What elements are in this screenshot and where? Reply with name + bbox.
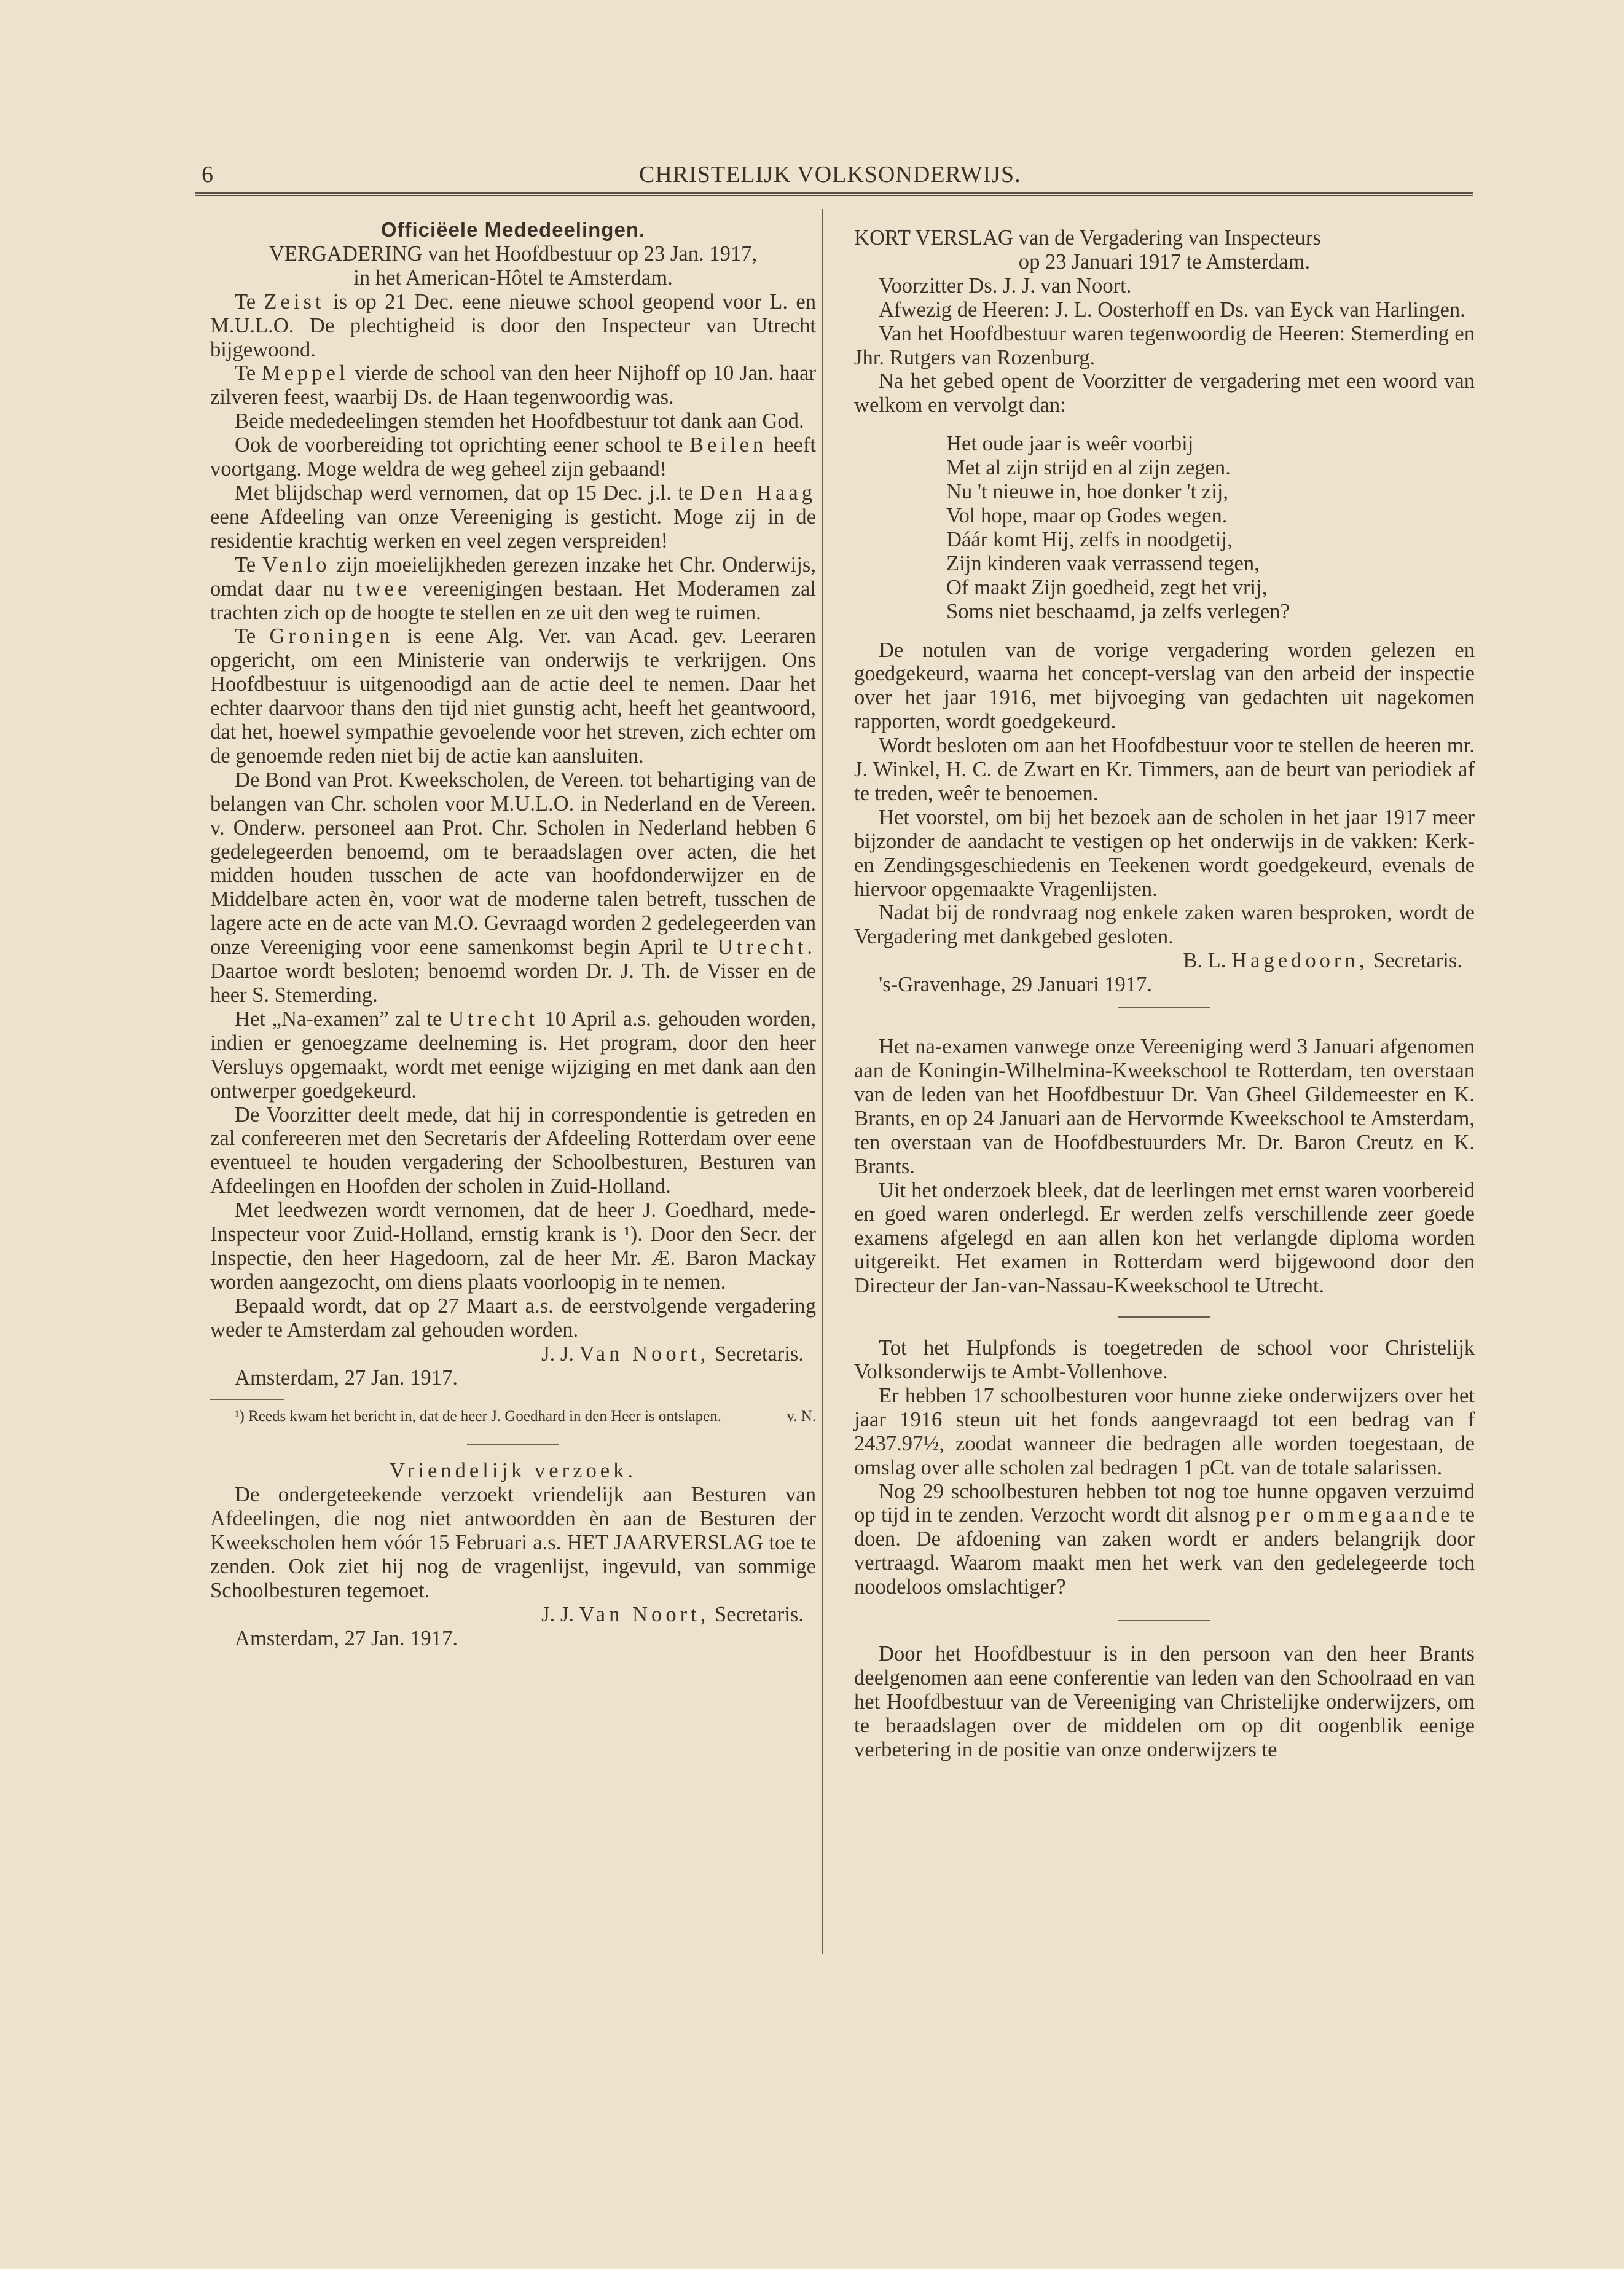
paragraph-gebed: Na het gebed opent de Voorzitter de vergadering met een woord van welkom en vervolgt dan: (854, 369, 1475, 417)
place-groningen: Groningen (269, 624, 394, 648)
signature-hagedoorn: B. L. Hagedoorn, Secretaris. (1183, 949, 1462, 973)
paragraph-na-examen-r: Het na-examen vanwege onze Vereeniging werd 3 Januari afgenomen aan de Koningin-Wilhelmina-Kweekschool te Rotterdam, ten overstaan van de leden van het Hoofdbestuur Dr. Van Gheel Gildemeester en K. Brants, en op 24 Januari aan de Hervormde Kweekschool te Amsterdam, ten overstaan van de Hoofdbestuurders Mr. Dr. Baron Creutz en K. Brants. (854, 1035, 1475, 1178)
signature-secretaris: J. J. Van Noort, Secretaris. (541, 1342, 804, 1366)
paragraph-meppel: Te Meppel vierde de school van den heer Nijhoff op 10 Jan. haar zilveren feest, waarbij Ds. de Haan tegenwoordig was. (210, 361, 816, 409)
paragraph-venlo: Te Venlo zijn moeielijkheden gerezen inzake het Chr. Onderwijs, omdat daar nu twee vereenigingen bestaan. Het Moderamen zal trachten zich op de hoogte te stellen en ze uit den weg te ruimen. (210, 553, 816, 624)
meeting-heading-2: in het American-Hôtel te Amsterdam. (353, 265, 673, 289)
section-title: Officiëele Mededeelingen. (380, 218, 646, 241)
poem-line: Het oude jaar is weêr voorbij (946, 432, 1194, 456)
paragraph-hulpfonds: Tot het Hulpfonds is toegetreden de school voor Christelijk Volksonderwijs te Ambt-Vollenhove. (854, 1336, 1475, 1383)
paragraph-den-haag: Met blijdschap werd vernomen, dat op 15 Dec. j.l. te Den Haag eene Afdeeling van onze Vereeniging is gesticht. Moge zij in de residentie krachtig werken en veel zegen verspreiden! (210, 481, 816, 553)
page-number: 6 (202, 162, 213, 187)
paragraph-voorstel: Het voorstel, om bij het bezoek aan de scholen in het jaar 1917 meer bijzonder de aandacht te vestigen op het onderwijs in de vakken: Kerk- en Zendingsgeschiedenis en Teekenen wordt goedgekeurd, evenals de hiervoor opgemaakte Vragenlijsten. (854, 805, 1475, 901)
paragraph-besloten: Wordt besloten om aan het Hoofdbestuur voor te stellen de heeren mr. J. Winkel, H. C. de Zwart en Kr. Timmers, aan de beurt van periodiek af te treden, weêr te benoemen. (854, 734, 1475, 805)
place-date-2: Amsterdam, 27 Jan. 1917. (235, 1626, 458, 1650)
paragraph-na-examen: Het „Na-examen” zal te Utrecht 10 April a.s. gehouden worden, indien er genoegzame deelneming is. Het program, door den heer Versluys opgemaakt, wordt met eenige wijziging en met dank aan den ontwerper goedgekeurd. (210, 1007, 816, 1103)
paragraph-brants: Door het Hoofdbestuur is in den persoon van den heer Brants deelgenomen aan eene conferentie van leden van den Schoolraad en van het Hoofdbestuur van de Vereeniging van Christelijke onderwijzers, om te beraadslagen over de middelen om op dit oogenblik eenige verbetering in de positie van onze onderwijzers te (854, 1642, 1475, 1761)
paragraph-groningen: Te Groningen is eene Alg. Ver. van Acad. gev. Leeraren opgericht, om een Ministerie van onderwijs te verkrijgen. Ons Hoofdbestuur is uitgenoodigd aan de actie deel te nemen. Daar het echter daarvoor thans den tijd niet gunstig acht, heeft het geantwoord, dat het, hoewel sympathie gevoelende voor het streven, zich echter om de genoemde reden niet bij de actie kan aansluiten. (210, 624, 816, 768)
column-divider (822, 209, 823, 1954)
poem-line: Nu 't nieuwe in, hoe donker 't zij, (946, 480, 1228, 504)
paragraph-voorzitter: De Voorzitter deelt mede, dat hij in correspondentie is getreden en zal confereeren met den Secretaris der Afdeeling Rotterdam over eene eventueel te houden vergadering der Schoolbesturen, Besturen van Afdeelingen en Hoofden der scholen in Zuid-Holland. (210, 1103, 816, 1198)
signature-secretaris-2: J. J. Van Noort, Secretaris. (541, 1602, 804, 1626)
paragraph-bepaald: Bepaald wordt, dat op 27 Maart a.s. de eerstvolgende vergadering weder te Amsterdam zal gehouden worden. (210, 1294, 816, 1342)
poem-line: Zijn kinderen vaak verrassend tegen, (946, 551, 1260, 575)
paragraph-beilen: Ook de voorbereiding tot oprichting eener school te Beilen heeft voortgang. Moge weldra de weg geheel zijn gebaand! (210, 433, 816, 481)
place-date-r: 's-Gravenhage, 29 Januari 1917. (879, 973, 1153, 997)
poem (854, 432, 1475, 623)
paragraph-zeist: Te Zeist is op 21 Dec. eene nieuwe school geopend voor L. en M.U.L.O. De plechtigheid is door den Inspecteur van Utrecht bijgewoond. (210, 289, 816, 361)
place-beilen: Beilen (689, 433, 767, 457)
paragraph-nadat: Nadat bij de rondvraag nog enkele zaken waren besproken, wordt de Vergadering met dankgebed gesloten. (854, 901, 1475, 949)
right-column (854, 226, 1475, 1762)
poem-line: Soms niet beschaamd, ja zelfs verlegen? (946, 599, 1290, 623)
poem-line: Dáár komt Hij, zelfs in noodgetij, (946, 527, 1233, 551)
paragraph-leedwezen: Met leedwezen wordt vernomen, dat de heer J. Goedhard, mede-Inspecteur voor Zuid-Holland, ernstig krank is ¹). Door den Secr. der Inspectie, den heer Hagedoorn, zal de heer Mr. Æ. Baron Mackay worden aangezocht, om diens plaats voorloopig in te nemen. (210, 1198, 816, 1294)
paragraph-29-schoolbesturen: Nog 29 schoolbesturen hebben tot nog toe hunne opgaven verzuimd op tijd in te zenden. Verzocht wordt dit alsnog per ommegaande te doen. De afdoening van zaken wordt er anders belangrijk door vertraagd. Waarom maakt men het werk van den gedelegeerde toch noodeloos omslachtiger? (854, 1479, 1475, 1599)
header-rule (195, 192, 1473, 194)
place-meppel: Meppel (261, 361, 349, 385)
paragraph-notulen: De notulen van de vorige vergadering worden gelezen en goedgekeurd, waarna het concept-verslag van den arbeid der inspectie over het jaar 1916, met bijvoeging van gedachten uit nagekomen rapporten, wordt goedgekeurd. (854, 638, 1475, 734)
paragraph-bond: De Bond van Prot. Kweekscholen, de Vereen. tot behartiging van de belangen van Chr. scholen voor M.U.L.O. in Nederland en de Vereen. v. Onderw. personeel aan Prot. Chr. Scholen in Nederland hebben 6 gedelegeerden benoemd, om te beraadslagen over acten, die het midden houden tusschen de acte van hoofdonderwijzer en de Middelbare acten èn, voor wat de moderne talen betreft, tusschen de lagere acte en de acte van M.O. Gevraagd worden 2 gedelegeerden van onze Vereeniging voor eene samenkomst begin April te Utrecht. Daartoe wordt besloten; benoemd worden Dr. J. Th. de Visser en de heer S. Stemerding. (210, 768, 816, 1007)
paragraph-onderzoek: Uit het onderzoek bleek, dat de leerlingen met ernst waren voorbereid en goed waren onderlegd. Er werden zelfs verschillende zeer goede examens afgelegd en aan allen kon het verlangde diploma worden uitgereikt. Het examen in Rotterdam werd bijgewoond door den Directeur der Jan-van-Nassau-Kweekschool te Utrecht. (854, 1178, 1475, 1298)
left-column (210, 218, 816, 1651)
header-rule-thin (195, 195, 1473, 196)
paragraph-voorzitter-r: Voorzitter Ds. J. J. van Noort. (879, 273, 1132, 297)
paragraph-aanwezig: Van het Hoofdbestuur waren tegenwoordig de Heeren: Stemerding en Jhr. Rutgers van Rozenburg. (854, 321, 1475, 369)
journal-title: CHRISTELIJK VOLKSONDERWIJS. (639, 162, 1021, 187)
kort-verslag-heading-2: op 23 Januari 1917 te Amsterdam. (1018, 250, 1311, 273)
place-venlo: Venlo (262, 553, 331, 576)
verzoek-title: Vriendelijk verzoek. (389, 1459, 637, 1483)
poem-line: Vol hope, maar op Godes wegen. (946, 503, 1228, 527)
paragraph-beide: Beide mededeelingen stemden het Hoofdbestuur tot dank aan God. (235, 409, 804, 433)
kort-verslag-heading-1: KORT VERSLAG van de Vergadering van Inspecteurs (854, 226, 1321, 250)
paragraph-17-schoolbesturen: Er hebben 17 schoolbesturen voor hunne zieke onderwijzers over het jaar 1916 steun uit het fonds aangevraagd tot een bedrag van f 2437.97½, zoodat wanneer die bedragen alle worden toegestaan, de omslag over alle scholen zal bedragen 1 pCt. van de totale salarissen. (854, 1383, 1475, 1479)
poem-line: Of maakt Zijn goedheid, zegt het vrij, (946, 575, 1268, 599)
place-date: Amsterdam, 27 Jan. 1917. (235, 1366, 458, 1390)
poem-line: Met al zijn strijd en al zijn zegen. (946, 456, 1231, 480)
footnote: ¹) Reeds kwam het bericht in, dat de heer J. Goedhard in den Heer is ontslapen. v. N. (235, 1408, 816, 1425)
place-zeist: Zeist (264, 289, 325, 313)
paragraph-afwezig: Afwezig de Heeren: J. L. Oosterhoff en Ds. van Eyck van Harlingen. (879, 297, 1465, 321)
meeting-heading-1: VERGADERING van het Hoofdbestuur op 23 Jan. 1917, (269, 242, 758, 265)
paragraph-verzoek: De ondergeteekende verzoekt vriendelijk aan Besturen van Afdeelingen, die nog niet antwoordden èn aan de Besturen der Kweekscholen hem vóór 15 Februari a.s. HET JAARVERSLAG toe te zenden. Ook ziet hij nog de vragenlijst, ingevuld, van sommige Schoolbesturen tegemoet. (210, 1483, 816, 1602)
place-den-haag: Den Haag (699, 481, 816, 505)
footnote-rule (210, 1399, 284, 1400)
